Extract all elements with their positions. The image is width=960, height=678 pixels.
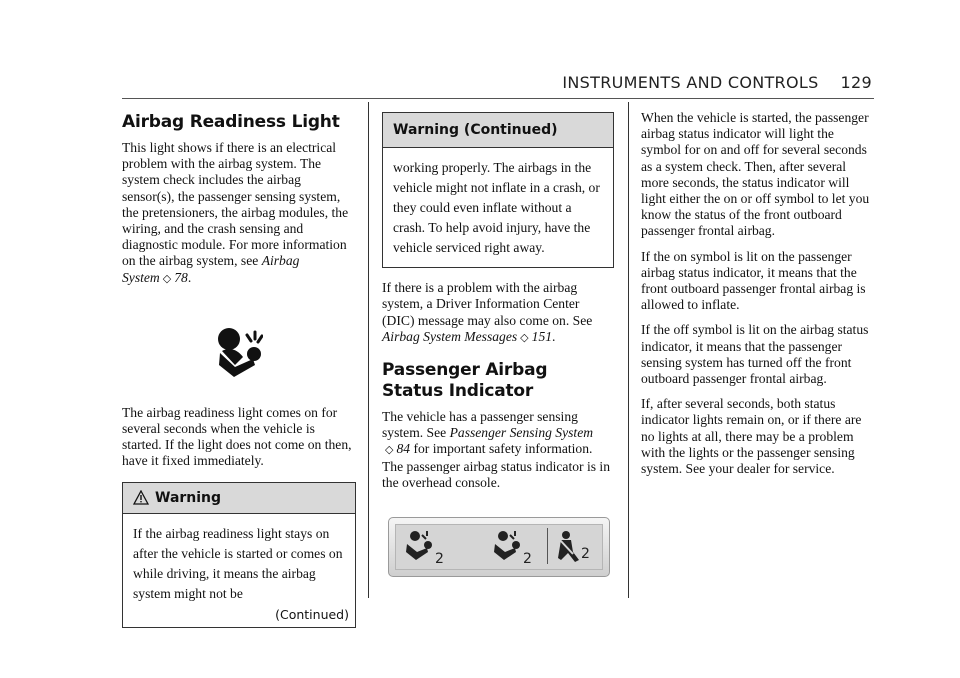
cross-reference-link[interactable]: Passenger Sensing System [449,425,594,441]
column-left [122,110,356,628]
body-paragraph: If the on symbol is lit on the passenger airbag status indicator, it means that the front outboard passenger frontal airbag is allowed to inflate. [641,248,866,313]
column-middle [382,110,614,577]
warning-title: Warning [155,489,222,506]
warning-header [123,483,355,514]
warning-text: working properly. The airbags in the vehicle might not inflate in a crash, or they could even inflate without a crash. To help avoid injury, have the vehicle serviced right away. [393,160,600,256]
airbag-off-icon [405,530,451,566]
warning-box [122,482,356,628]
seatbelt-icon [555,530,601,566]
paragraph-text: This light shows if there is an electrical problem with the airbag system. The system check includes the airbag sensor(s), the passenger sensing system, the pretensioners, the airbag modules, the wiring, and the crash sensing and diagnostic module. For more information on the airbag system, see [122,140,349,269]
continued-label: (Continued) [275,606,349,622]
cross-reference-link[interactable]: Airbag System [122,253,300,285]
body-paragraph [382,409,614,491]
header-rule [122,98,874,99]
column-divider [368,102,369,598]
page-number: 129 [840,73,872,92]
paragraph-text: The vehicle has a passenger sensing system. See [382,409,578,441]
panel-label: 2 [435,551,444,567]
warning-box-continued [382,112,614,268]
cross-reference-page[interactable]: 151 [531,328,553,344]
body-paragraph: If there is a problem with the airbag system, a Driver Information Center (DIC) message may also come on. See Airbag System Messages ◇ 151. [382,280,593,344]
body-paragraph: This light shows if there is an electrical problem with the airbag system. The system check includes the airbag sensor(s), the passenger sensing system, the pretensioners, the airbag modules, the wiring, and the crash sensing and diagnostic module. For more information on the airbag system, see Airbag System ◇ 78. [122,140,349,285]
panel-label: 2 [523,551,532,567]
column-right [641,110,875,486]
airbag-readiness-icon [217,327,263,379]
section-heading-passenger-airbag-status: Passenger Airbag Status Indicator [382,360,548,402]
paragraph-text: If there is a problem with the airbag system, a Driver Information Center (DIC) message may also come on. See [382,280,593,328]
body-paragraph: When the vehicle is started, the passenger airbag status indicator will light the symbol for on and off for several seconds as a system check. Then, after several more seconds, the status indicator will light either the on or off symbol to let you know the status of the front outboard passenger frontal airbag. [641,110,870,239]
section-title: INSTRUMENTS AND CONTROLS [562,73,819,92]
panel-separator [547,528,548,564]
body-paragraph: If, after several seconds, both status indicator lights remain on, or if there are no lights at all, there may be a problem with the lights or the passenger sensing system. See your dealer for service. [641,396,862,477]
section-heading-airbag-readiness: Airbag Readiness Light [122,112,340,132]
paragraph-text: for important safety information. The passenger airbag status indicator is in the overhead console. [382,441,611,490]
page-reference-arrow-icon: ◇ [385,443,394,457]
cross-reference-page[interactable]: 78 [174,269,188,285]
column-divider [628,102,629,598]
warning-text: If the airbag readiness light stays on after the vehicle is started or comes on while driving, it means the airbag system might not be [133,525,343,601]
passenger-airbag-status-panel [388,517,610,577]
page-header [540,73,872,92]
body-paragraph: If the off symbol is lit on the airbag status indicator, it means that the passenger sensing system has turned off the front outboard passenger frontal airbag. [641,322,869,387]
cross-reference-link[interactable]: Airbag System Messages [382,328,518,344]
warning-header: Warning (Continued) [383,113,613,148]
body-paragraph: The airbag readiness light comes on for several seconds when the vehicle is started. If the light does not come on then, have it fixed immediately. [122,404,352,469]
airbag-on-icon [493,530,539,566]
warning-triangle-icon [133,490,149,505]
panel-label: 2 [581,546,590,563]
cross-reference-page[interactable]: 84 [396,441,411,457]
page-reference-arrow-icon: ◇ [162,271,172,285]
page-reference-arrow-icon: ◇ [520,330,529,344]
